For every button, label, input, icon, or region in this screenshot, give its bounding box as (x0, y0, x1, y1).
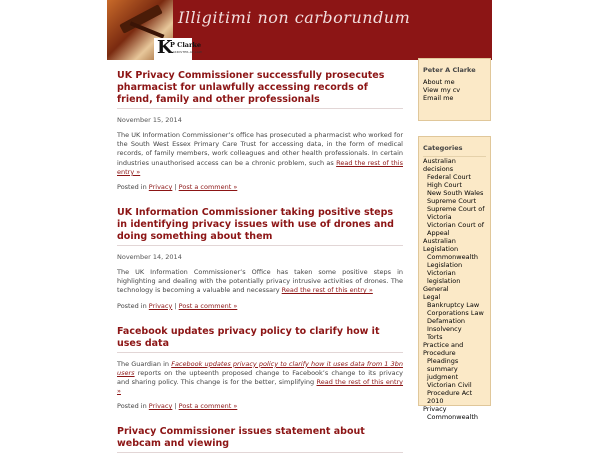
logo-letter: K (157, 37, 173, 58)
category-item[interactable]: Victorian Court of Appeal (427, 221, 485, 237)
post-comment-link[interactable]: Post a comment » (178, 301, 238, 310)
posted-in-label: Posted in (117, 183, 147, 192)
post-title[interactable]: UK Information Commissioner taking positive steps in identifying privacy issues with use of drones and doing something about them (117, 207, 403, 246)
article-link[interactable]: Facebook updates privacy policy to clarify how it uses data from 1 3bn users (117, 359, 403, 377)
read-more-link[interactable]: Read the rest of this entry » (117, 158, 403, 176)
category-item[interactable]: Federal Court (427, 173, 471, 181)
category-item[interactable]: Insolvency (427, 325, 462, 333)
post-meta: Posted in Privacy | Post a comment » (117, 183, 238, 192)
category-item[interactable]: Victorian legislation (427, 269, 461, 285)
category-item[interactable]: General (423, 285, 449, 293)
category-item[interactable]: Torts (427, 333, 443, 341)
post-title[interactable]: Facebook updates privacy policy to clarify how it uses data (117, 326, 403, 353)
read-more-link[interactable]: Read the rest of this entry » (281, 286, 373, 295)
categories-box (418, 136, 491, 421)
logo-subtitle: BARRISTER-AT-LAW (170, 50, 203, 54)
post-meta: Posted in Privacy | Post a comment » (117, 301, 238, 310)
category-item[interactable]: New South Wales Supreme Court (427, 189, 484, 205)
post (117, 70, 403, 191)
post-date: November 15, 2014 (117, 116, 182, 124)
category-item[interactable]: High Court (427, 181, 462, 189)
category-link[interactable]: Privacy (148, 402, 173, 411)
post (117, 426, 403, 453)
view-cv-link[interactable]: View my cv (423, 86, 461, 94)
post-body (117, 268, 403, 296)
category-item[interactable]: Defamation (427, 317, 466, 325)
category-item[interactable]: Australian decisions (423, 157, 456, 173)
category-item[interactable]: Corporations Law (427, 309, 484, 317)
read-more-link[interactable]: Read the rest of this entry » (117, 378, 404, 396)
about-me-link[interactable]: About me (423, 78, 455, 86)
post-comment-link[interactable]: Post a comment » (178, 402, 238, 411)
post-body (117, 131, 403, 177)
category-item[interactable]: summary judgment (427, 365, 459, 381)
post (117, 326, 403, 411)
category-item[interactable]: Commonwealth Legislation (427, 253, 479, 269)
author-heading: Peter A Clarke (423, 66, 476, 74)
post-date: November 14, 2014 (117, 253, 182, 262)
post-excerpt: The UK Information Commissioner’s Office has taken some positive steps in highlighting and dealing with the potentially privacy intrusive activities of drones. The technology is becoming a valuable and necessary (117, 268, 403, 295)
category-item[interactable]: Australian Legislation (423, 237, 459, 253)
category-item[interactable]: Privacy (423, 405, 447, 413)
category-item[interactable]: Supreme Court of Victoria (427, 205, 485, 221)
category-item[interactable]: Victorian Civil Procedure Act 2010 (427, 381, 473, 405)
posted-in-label: Posted in (117, 402, 147, 411)
author-box (418, 58, 491, 121)
category-item[interactable]: Pleadings (427, 357, 459, 365)
category-item[interactable]: Bankruptcy Law (427, 301, 480, 309)
post (117, 207, 403, 310)
category-link[interactable]: Privacy (148, 183, 173, 192)
logo-name: P Clarke (170, 41, 202, 49)
post-title[interactable]: Privacy Commissioner issues statement about webcam and viewing (117, 426, 403, 453)
category-item[interactable]: Practice and Procedure (423, 341, 464, 357)
category-link[interactable]: Privacy (148, 301, 173, 310)
categories-heading: Categories (423, 144, 463, 152)
main-content (117, 70, 403, 469)
site-title[interactable]: Illigitimi non carborundum (178, 8, 411, 27)
email-me-link[interactable]: Email me (423, 94, 454, 102)
post-excerpt: The UK Information Commissioner’s office has prosecuted a pharmacist who worked for the South West Essex Primary Care Trust for accessing data, in the form of medical records, of family members, work colleagues and other health professionals. In certain industries unauthorised access can be a chronic problem, such as (117, 131, 403, 167)
post-body (117, 360, 403, 397)
category-item[interactable]: Legal (423, 293, 441, 301)
post-title[interactable]: UK Privacy Commissioner successfully prosecutes pharmacist for unlawfully accessing records of friend, family and other professionals (117, 70, 403, 109)
post-meta: Posted in Privacy | Post a comment » (117, 402, 238, 411)
posted-in-label: Posted in (117, 301, 147, 310)
category-item[interactable]: Commonwealth (427, 413, 479, 421)
post-excerpt-prefix: The Guardian in (117, 359, 170, 368)
post-comment-link[interactable]: Post a comment » (178, 183, 238, 192)
post-excerpt: reports on the upteenth proposed change to Facebook’s change to its privacy and sharing policy. This change is for the better, simplifying (117, 368, 403, 387)
